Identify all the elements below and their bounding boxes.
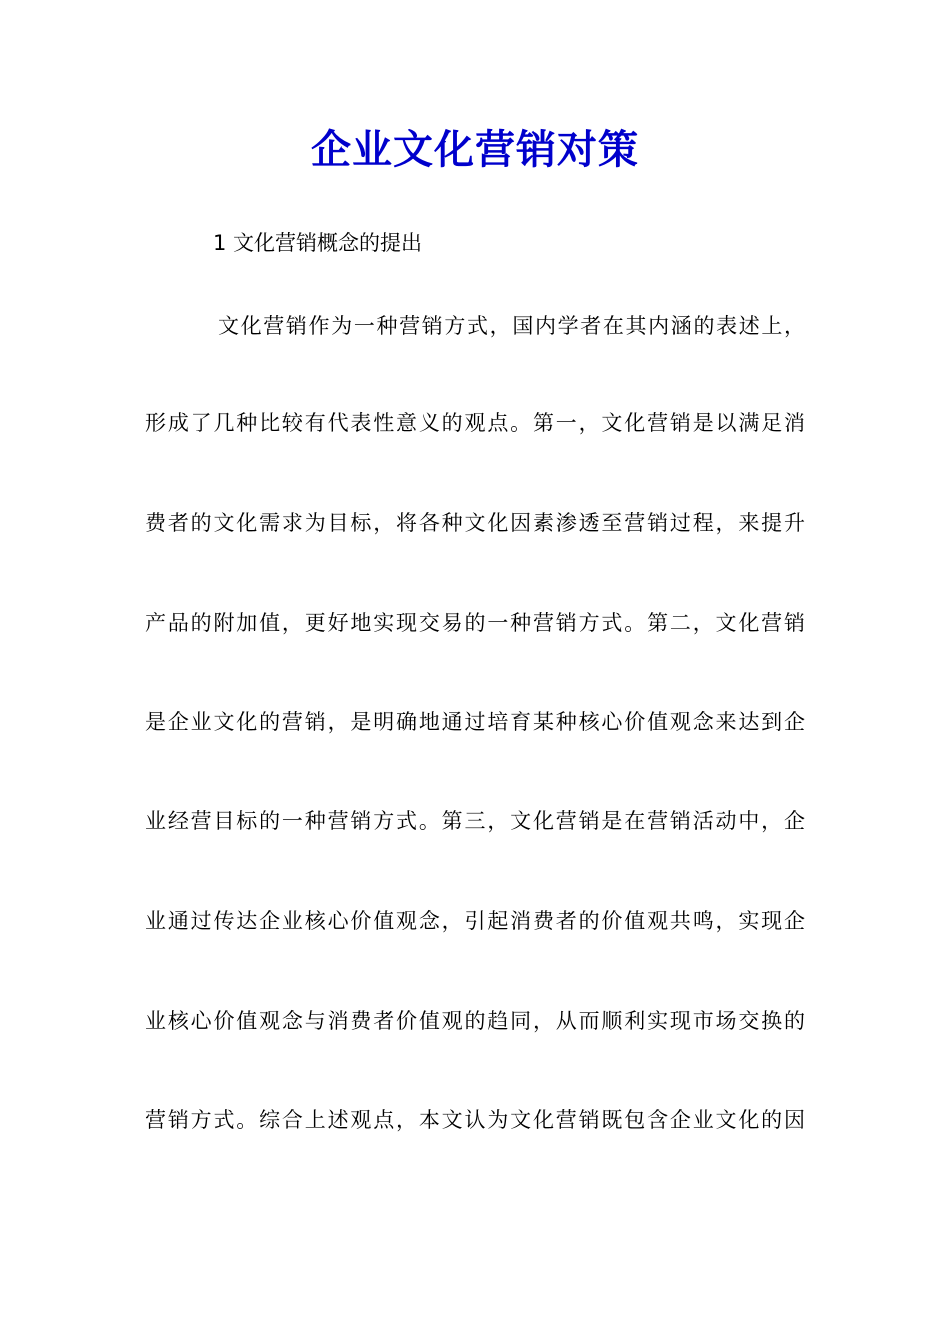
- paragraph-line: 业核心价值观念与消费者价值观的趋同，从而顺利实现市场交换的: [145, 1009, 805, 1033]
- section-heading: 1 文化营销概念的提出: [213, 231, 423, 255]
- paragraph-line: 业经营目标的一种营销方式。第三，文化营销是在营销活动中，企: [145, 809, 805, 833]
- paragraph-line: 是企业文化的营销，是明确地通过培育某种核心价值观念来达到企: [145, 710, 805, 734]
- paragraph-line: 营销方式。综合上述观点，本文认为文化营销既包含企业文化的因: [145, 1108, 805, 1132]
- paragraph-line: 业通过传达企业核心价值观念，引起消费者的价值观共鸣，实现企: [145, 909, 805, 933]
- paragraph-line: 费者的文化需求为目标，将各种文化因素渗透至营销过程，来提升: [145, 511, 805, 535]
- document-title: 企业文化营销对策: [311, 126, 639, 173]
- paragraph-line: 产品的附加值，更好地实现交易的一种营销方式。第二，文化营销: [145, 611, 805, 635]
- paragraph-line: 形成了几种比较有代表性意义的观点。第一，文化营销是以满足消: [145, 411, 805, 435]
- paragraph-line: 文化营销作为一种营销方式，国内学者在其内涵的表述上，: [218, 314, 805, 338]
